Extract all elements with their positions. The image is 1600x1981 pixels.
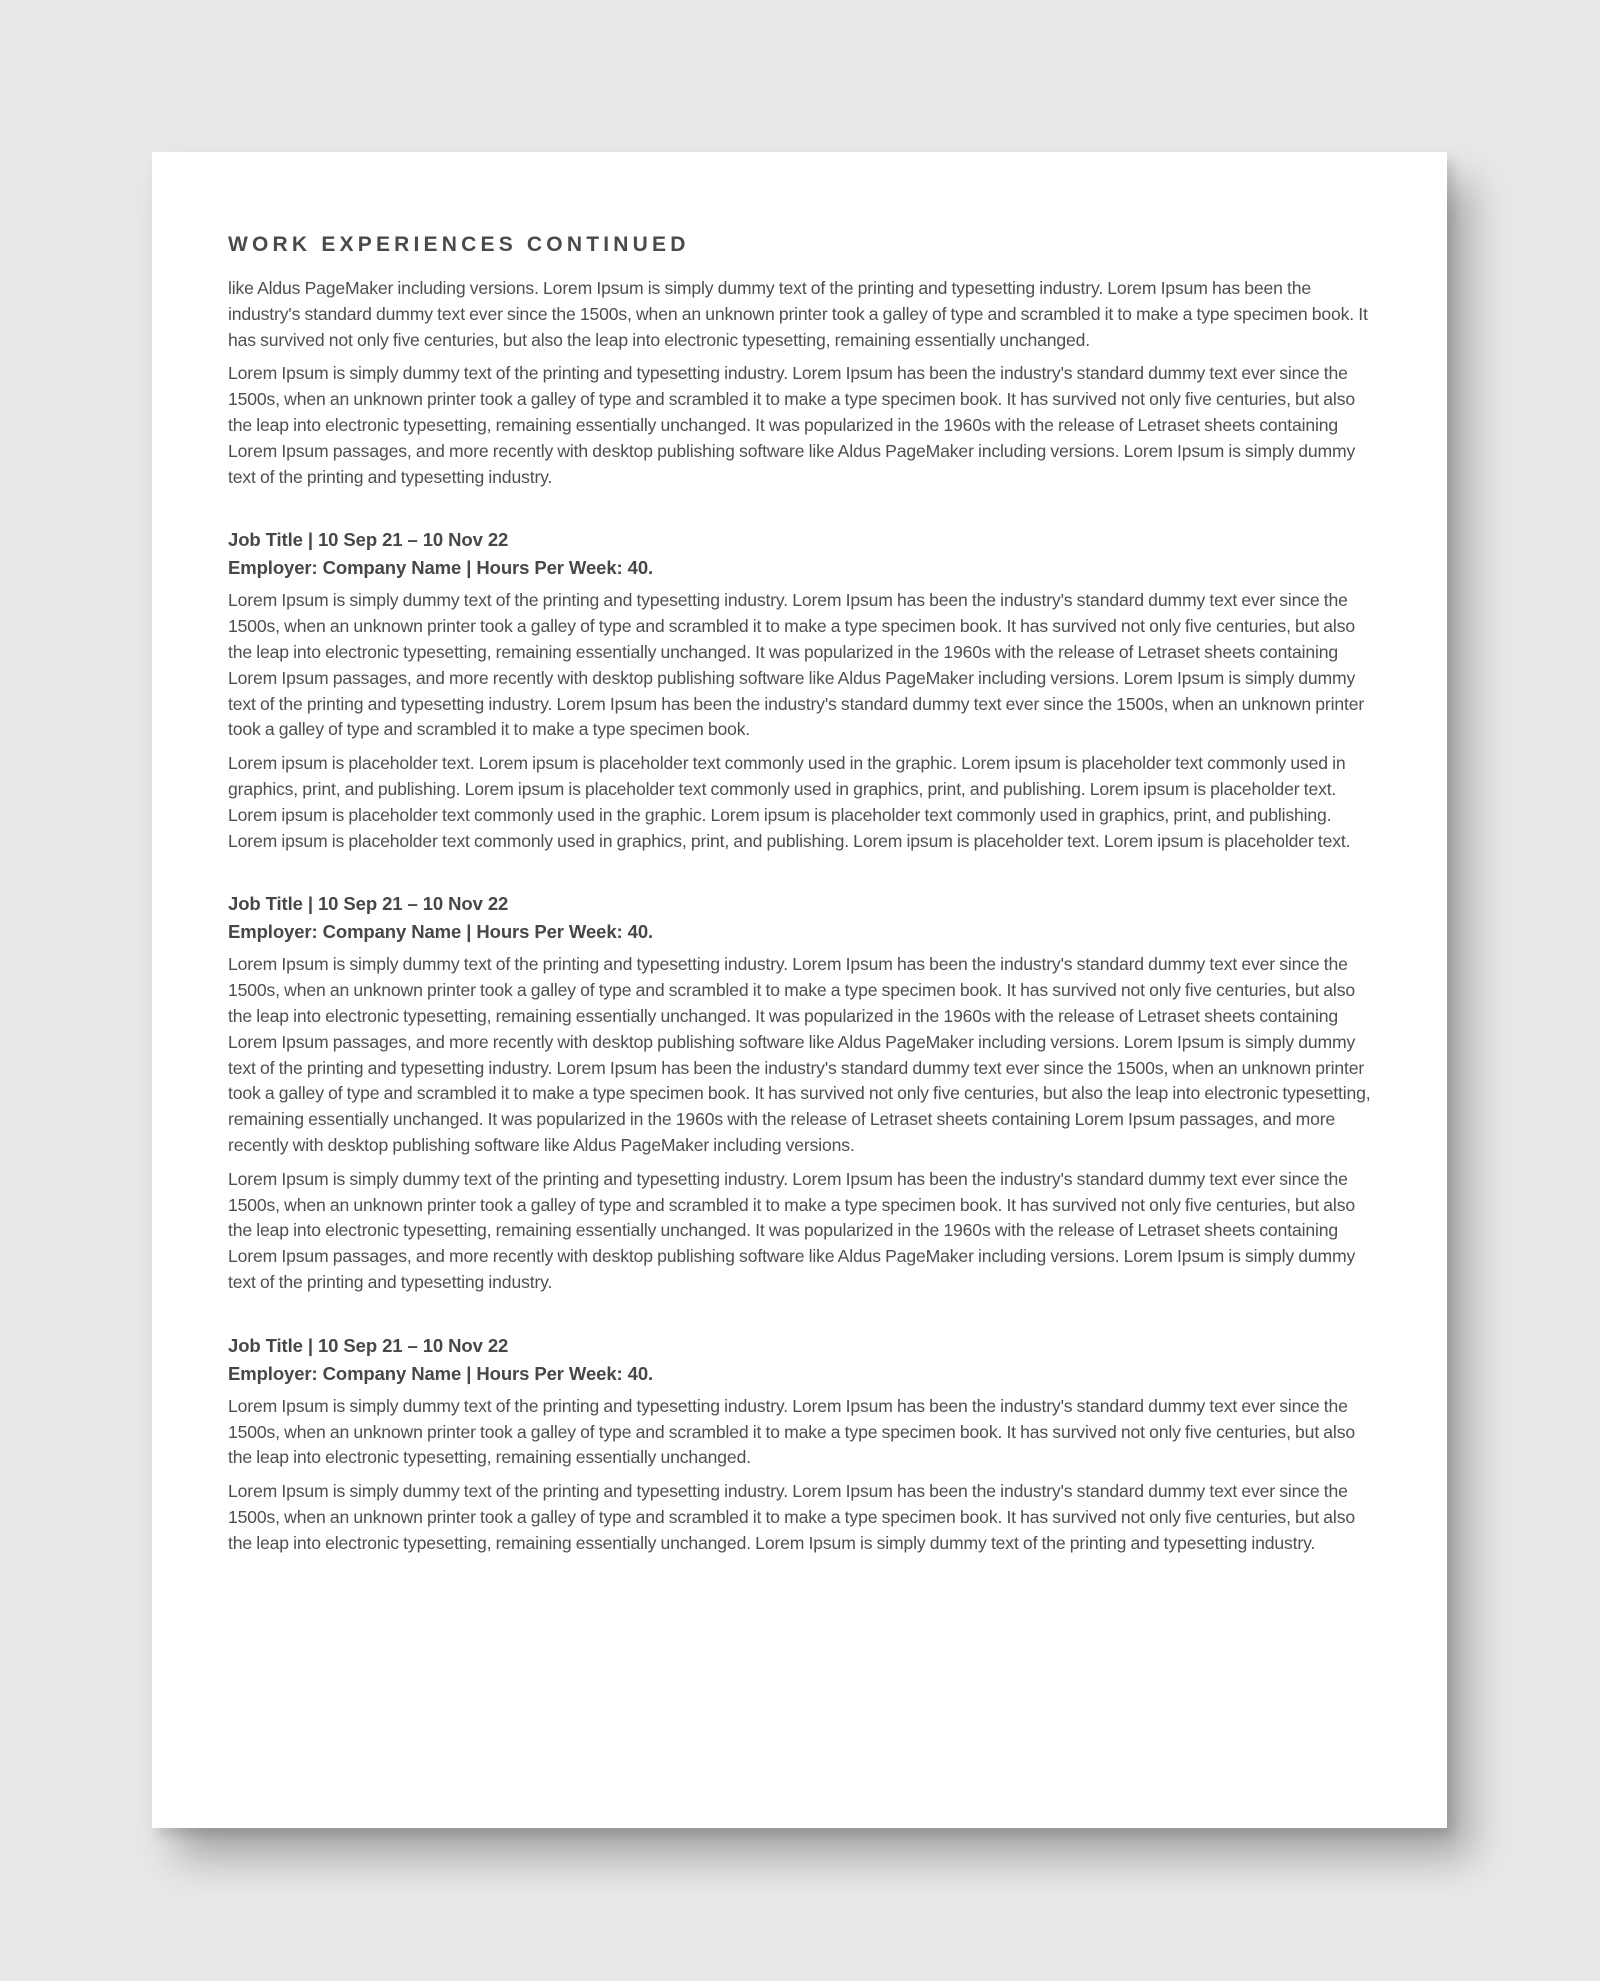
job-description-paragraph: Lorem Ipsum is simply dummy text of the printing and typesetting industry. Lorem Ipsum has been the industry's standard dummy text ever since the 1500s, when an unknown printer took a galley of type and scrambled it to make a type specimen book. It has survived not only five centuries, but also the leap into electronic typesetting, remaining essentially unchanged. It was popularized in the 1960s with the release of Letraset sheets containing Lorem Ipsum passages, and more recently with desktop publishing software like Aldus PageMaker including versions. Lorem Ipsum is simply dummy text of the printing and typesetting industry. xyxy=(228,1168,1356,1292)
job-entry xyxy=(228,1332,1378,1557)
job-entry xyxy=(228,890,1378,1295)
job-employer-line: Employer: Company Name | Hours Per Week: 40. xyxy=(228,1362,654,1384)
job-title-line: Job Title | 10 Sep 21 – 10 Nov 22 xyxy=(228,1334,509,1356)
page-content xyxy=(228,232,1378,1564)
intro-paragraph: like Aldus PageMaker including versions. Lorem Ipsum is simply dummy text of the printing and typesetting industry. Lorem Ipsum has been the industry's standard dummy text ever since the 1500s, when an unknown printer took a galley of type and scrambled it to make a type specimen book. It has survived not only five centuries, but also the leap into electronic typesetting, remaining essentially unchanged. xyxy=(228,278,1368,350)
job-description-paragraph: Lorem Ipsum is simply dummy text of the printing and typesetting industry. Lorem Ipsum has been the industry's standard dummy text ever since the 1500s, when an unknown printer took a galley of type and scrambled it to make a type specimen book. It has survived not only five centuries, but also the leap into electronic typesetting, remaining essentially unchanged. It was popularized in the 1960s with the release of Letraset sheets containing Lorem Ipsum passages, and more recently with desktop publishing software like Aldus PageMaker including versions. Lorem Ipsum is simply dummy text of the printing and typesetting industry. Lorem Ipsum has been the industry's standard dummy text ever since the 1500s, when an unknown printer took a galley of type and scrambled it to make a type specimen book. It has survived not only five centuries, but also the leap into electronic typesetting, remaining essentially unchanged. It was popularized in the 1960s with the release of Letraset sheets containing Lorem Ipsum passages, and more recently with desktop publishing software like Aldus PageMaker including versions. xyxy=(228,954,1371,1155)
document-page xyxy=(152,152,1447,1828)
job-description-paragraph: Lorem Ipsum is simply dummy text of the printing and typesetting industry. Lorem Ipsum has been the industry's standard dummy text ever since the 1500s, when an unknown printer took a galley of type and scrambled it to make a type specimen book. It has survived not only five centuries, but also the leap into electronic typesetting, remaining essentially unchanged. Lorem Ipsum is simply dummy text of the printing and typesetting industry. xyxy=(228,1481,1355,1553)
section-title: WORK EXPERIENCES CONTINUED xyxy=(228,233,690,256)
job-title-line: Job Title | 10 Sep 21 – 10 Nov 22 xyxy=(228,529,509,551)
job-description-paragraph: Lorem Ipsum is simply dummy text of the printing and typesetting industry. Lorem Ipsum has been the industry's standard dummy text ever since the 1500s, when an unknown printer took a galley of type and scrambled it to make a type specimen book. It has survived not only five centuries, but also the leap into electronic typesetting, remaining essentially unchanged. xyxy=(228,1395,1355,1468)
job-entry xyxy=(228,526,1378,854)
job-description-paragraph: Lorem Ipsum is simply dummy text of the printing and typesetting industry. Lorem Ipsum has been the industry's standard dummy text ever since the 1500s, when an unknown printer took a galley of type and scrambled it to make a type specimen book. It has survived not only five centuries, but also the leap into electronic typesetting, remaining essentially unchanged. It was popularized in the 1960s with the release of Letraset sheets containing Lorem Ipsum passages, and more recently with desktop publishing software like Aldus PageMaker including versions. Lorem Ipsum is simply dummy text of the printing and typesetting industry. Lorem Ipsum has been the industry's standard dummy text ever since the 1500s, when an unknown printer took a galley of type and scrambled it to make a type specimen book. xyxy=(228,590,1365,740)
job-employer-line: Employer: Company Name | Hours Per Week: 40. xyxy=(228,921,654,943)
job-title-line: Job Title | 10 Sep 21 – 10 Nov 22 xyxy=(228,893,509,915)
job-description-paragraph: Lorem ipsum is placeholder text. Lorem ipsum is placeholder text commonly used in the graphic. Lorem ipsum is placeholder text commonly used in graphics, print, and publishing. Lorem ipsum is placeholder text commonly used in graphics, print, and publishing. Lorem ipsum is placeholder text. Lorem ipsum is placeholder text commonly used in the graphic. Lorem ipsum is placeholder text commonly used in graphics, print, and publishing. Lorem ipsum is placeholder text commonly used in graphics, print, and publishing. Lorem ipsum is placeholder text. Lorem ipsum is placeholder text. xyxy=(228,753,1351,851)
intro-paragraph: Lorem Ipsum is simply dummy text of the printing and typesetting industry. Lorem Ipsum has been the industry's standard dummy text ever since the 1500s, when an unknown printer took a galley of type and scrambled it to make a type specimen book. It has survived not only five centuries, but also the leap into electronic typesetting, remaining essentially unchanged. It was popularized in the 1960s with the release of Letraset sheets containing Lorem Ipsum passages, and more recently with desktop publishing software like Aldus PageMaker including versions. Lorem Ipsum is simply dummy text of the printing and typesetting industry. xyxy=(228,363,1356,487)
job-employer-line: Employer: Company Name | Hours Per Week: 40. xyxy=(228,557,654,579)
